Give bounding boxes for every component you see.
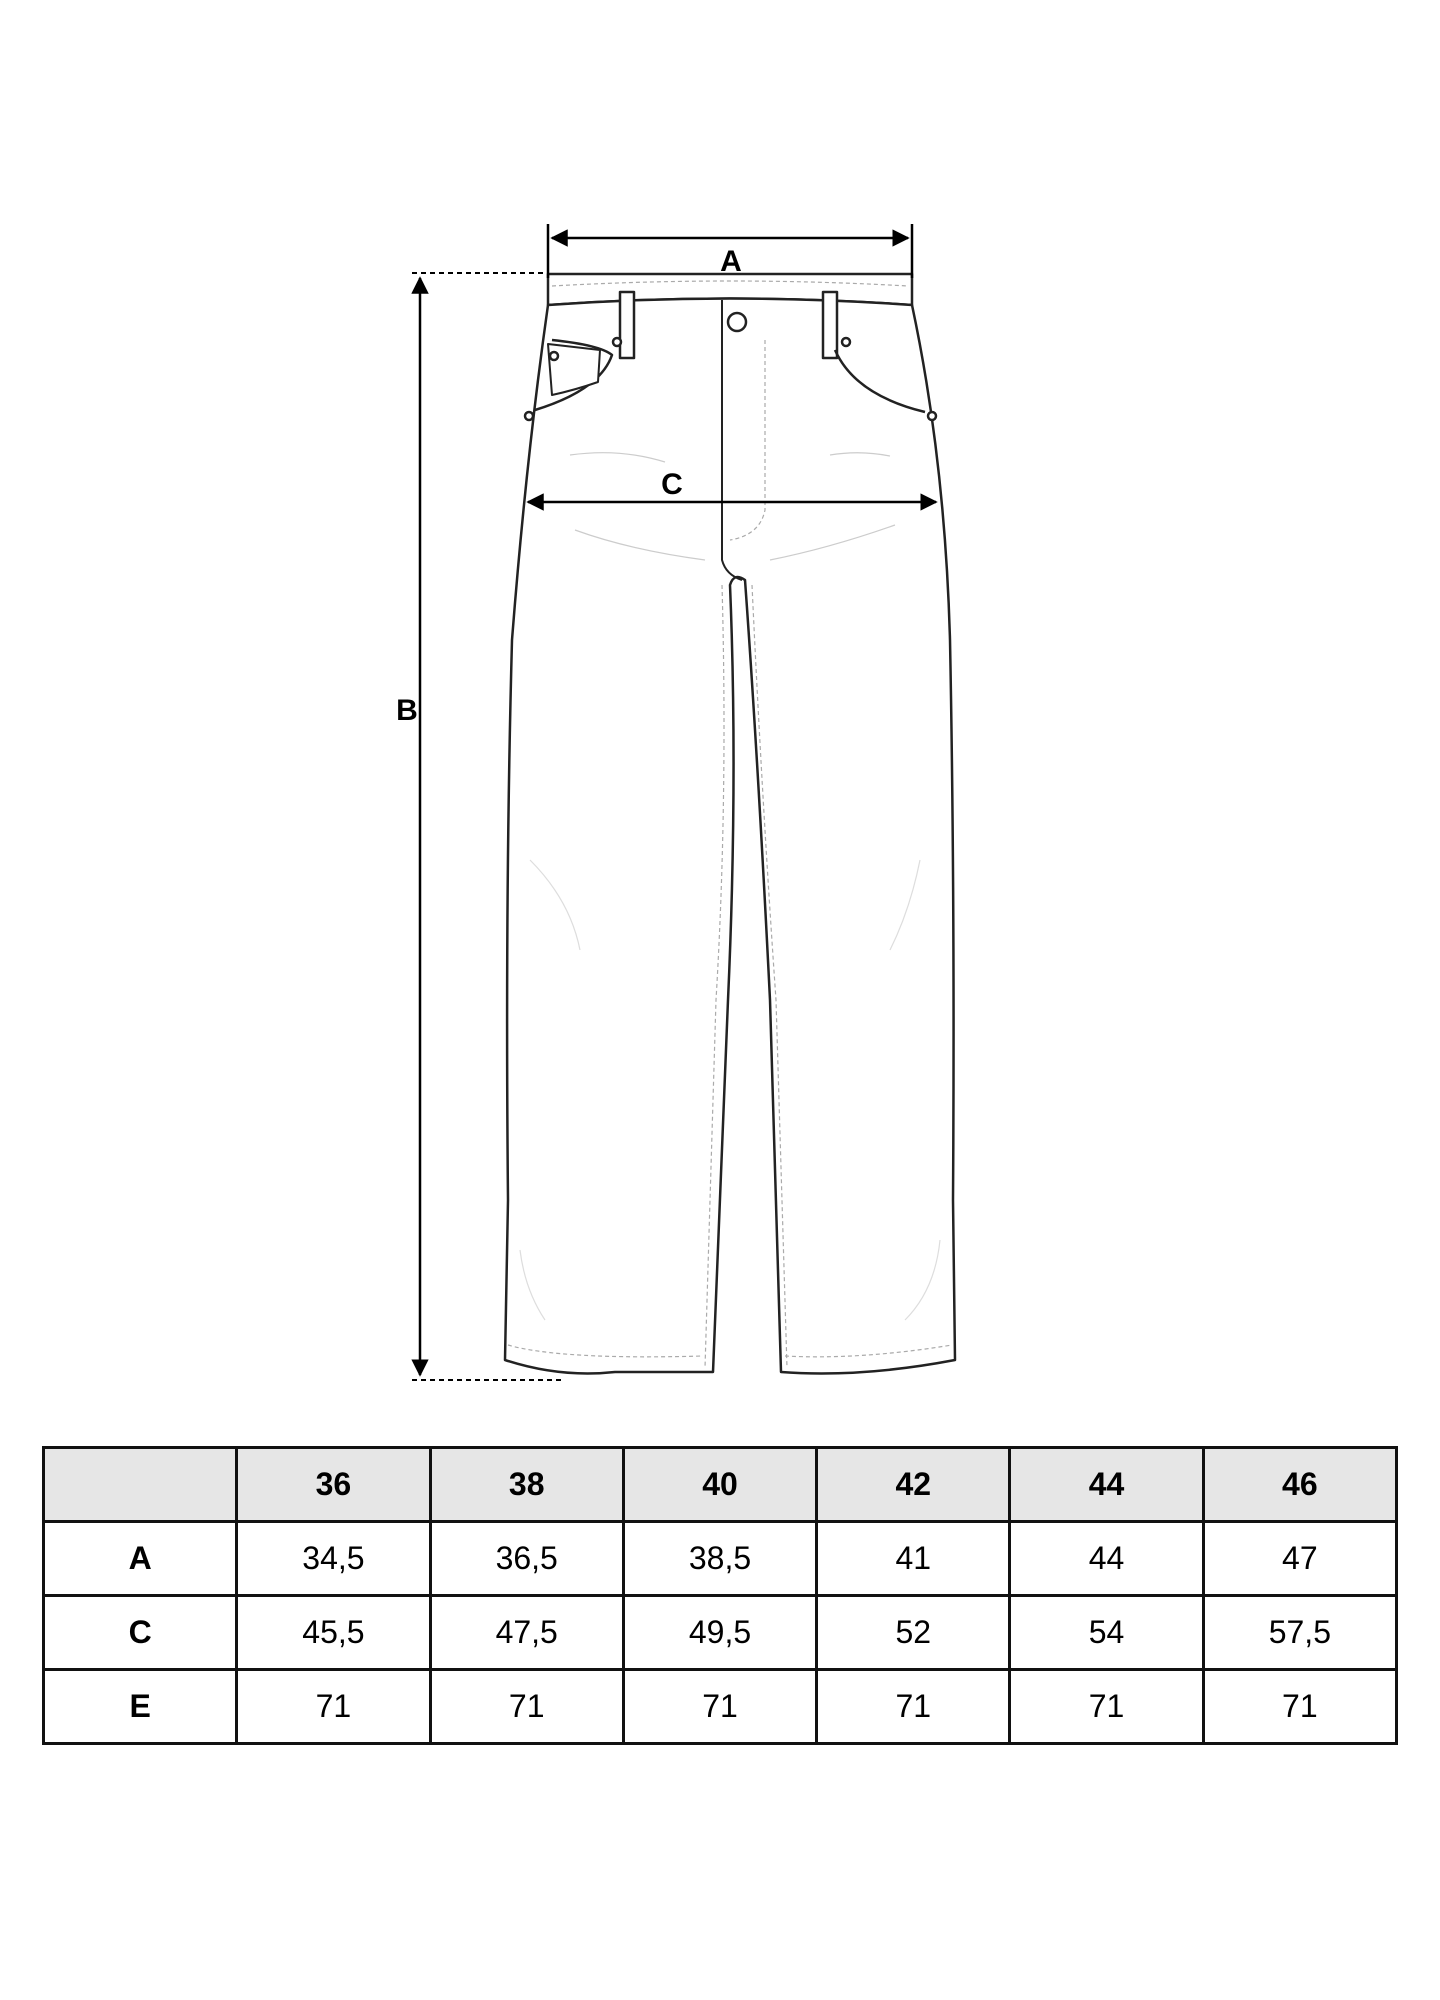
table-cell: 38,5 <box>623 1522 816 1596</box>
size-column-header: 38 <box>430 1448 623 1522</box>
table-cell: 54 <box>1010 1596 1203 1670</box>
size-column-header: 40 <box>623 1448 816 1522</box>
dimension-a-label: A <box>720 245 742 278</box>
table-cell: 52 <box>817 1596 1010 1670</box>
table-cell: 41 <box>817 1522 1010 1596</box>
belt-loop-left <box>620 292 634 358</box>
pants-outline <box>505 299 955 1374</box>
dimension-a <box>548 224 912 278</box>
size-column-header: 42 <box>817 1448 1010 1522</box>
table-cell: 47,5 <box>430 1596 623 1670</box>
rivet <box>613 338 621 346</box>
table-header-row <box>44 1448 1397 1522</box>
table-row <box>44 1522 1397 1596</box>
table-cell: 71 <box>430 1670 623 1744</box>
table-cell: 71 <box>817 1670 1010 1744</box>
rivet <box>550 352 558 360</box>
table-cell: 45,5 <box>237 1596 430 1670</box>
table-cell: 36,5 <box>430 1522 623 1596</box>
row-label: C <box>44 1596 237 1670</box>
table-corner-cell <box>44 1448 237 1522</box>
waist-button <box>728 313 746 331</box>
size-chart-table <box>42 1446 1398 1745</box>
table-cell: 71 <box>1203 1670 1396 1744</box>
table-cell: 34,5 <box>237 1522 430 1596</box>
size-column-header: 36 <box>237 1448 430 1522</box>
size-column-header: 44 <box>1010 1448 1203 1522</box>
dimension-b-label: B <box>396 694 418 727</box>
rivet <box>842 338 850 346</box>
table-cell: 49,5 <box>623 1596 816 1670</box>
dimension-c-label: C <box>661 468 683 501</box>
row-label: E <box>44 1670 237 1744</box>
table-cell: 44 <box>1010 1522 1203 1596</box>
table-row <box>44 1596 1397 1670</box>
table-cell: 57,5 <box>1203 1596 1396 1670</box>
row-label: A <box>44 1522 237 1596</box>
table-cell: 47 <box>1203 1522 1396 1596</box>
belt-loop-right <box>823 292 837 358</box>
table-cell: 71 <box>623 1670 816 1744</box>
rivet <box>928 412 936 420</box>
table-cell: 71 <box>1010 1670 1203 1744</box>
table-row <box>44 1670 1397 1744</box>
table-cell: 71 <box>237 1670 430 1744</box>
size-column-header: 46 <box>1203 1448 1396 1522</box>
rivet <box>525 412 533 420</box>
pants-illustration <box>505 274 955 1374</box>
